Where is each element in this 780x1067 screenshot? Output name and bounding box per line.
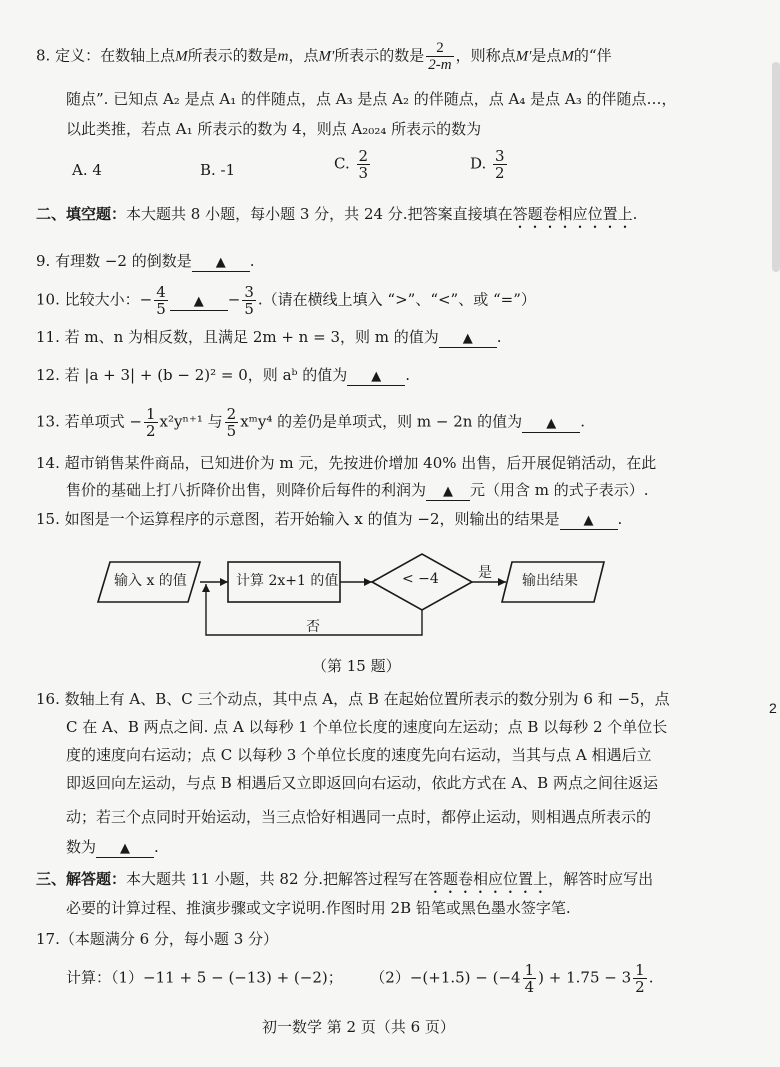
q14-answer-blank[interactable] [426, 482, 470, 501]
q8-choice-d [470, 148, 509, 181]
section2-desc-end: . [632, 205, 638, 223]
q17-part2-mid: ) + 1.75 − 3 [538, 968, 632, 987]
q10-frac2 [242, 284, 256, 317]
q8-number: 8. [36, 46, 51, 65]
q8-choice-d-frac [493, 148, 507, 181]
q10-frac2-num: 3 [244, 283, 254, 301]
q13-end: . [580, 412, 585, 431]
q15 [36, 508, 622, 530]
q8-line2: 随点”. 已知点 A₂ 是点 A₁ 的伴随点，点 A₃ 是点 A₂ 的伴随点，点 A₄ 是点 A₃ 的伴随点…， [66, 90, 677, 108]
q8-choice-c-num: 2 [358, 147, 369, 165]
q16-line6 [66, 836, 159, 858]
q15-end: . [617, 510, 623, 528]
triangle-icon: ▲ [583, 513, 594, 528]
q16-line5: 动；若三个点同时开始运动，当三点恰好相遇同一点时，都停止运动，则相遇点所表示的 [66, 808, 652, 826]
q8-line3: 以此类推，若点 A₁ 所表示的数为 4，则点 A₂₀₂₄ 所表示的数为 [66, 120, 482, 138]
page-footer: 初一数学 第 2 页（共 6 页） [262, 1018, 455, 1036]
q16-line2: C 在 A、B 两点之间. 点 A 以每秒 1 个单位长度的速度向左运动；点 B 以每秒 2 个单位长 [66, 718, 668, 736]
section2-title: 二、填空题： [36, 205, 127, 223]
q10-instruction: .（请在横线上填入 “>”、“<”、或 “=”） [257, 290, 536, 309]
q11-text: 11. 若 m、n 为相反数，且满足 2m + n = 3，则 m 的值为 [36, 328, 439, 346]
q13-frac2-den: 5 [226, 422, 237, 440]
q9-answer-blank[interactable] [192, 253, 250, 272]
section3-line2: 必要的计算过程、推演步骤或文字说明.作图时用 2B 铅笔或黑色墨水签字笔. [66, 899, 571, 917]
flow-compute-label: 计算 2x+1 的值 [236, 573, 339, 589]
section3-desc-b: ，解答时应写出 [548, 870, 654, 888]
q8-choice-d-den: 2 [495, 164, 505, 182]
q17-frac2 [633, 962, 647, 995]
q8-choice-c-den: 3 [358, 164, 369, 182]
flow-yes-label: 是 [478, 565, 492, 581]
q10-answer-blank[interactable] [170, 292, 228, 311]
q13-text-mid2: xᵐy⁴ 的差仍是单项式，则 m − 2n 的值为 [240, 412, 523, 431]
section2-emphasis: 答题卷相应位置上 [512, 205, 633, 223]
triangle-icon: ▲ [120, 841, 131, 856]
q17-frac1-den: 4 [524, 978, 535, 996]
section2-header [36, 203, 637, 232]
q12-answer-blank[interactable] [347, 367, 405, 386]
q17-frac1 [523, 962, 537, 995]
flow-loop-arrowhead [202, 584, 210, 592]
triangle-icon: ▲ [462, 331, 473, 346]
flow-output-label: 输出结果 [522, 573, 578, 589]
q12-text: 12. 若 |a + 3| + (b − 2)² = 0，则 aᵇ 的值为 [36, 366, 348, 384]
q11-end: . [496, 328, 502, 346]
triangle-icon: ▲ [546, 415, 557, 431]
q8-choice-b: B. -1 [200, 161, 236, 179]
q8-text-e: ，则称点 [455, 46, 516, 65]
q9 [36, 250, 255, 272]
q14-text-b: 元（用含 m 的式子表示）. [470, 481, 649, 499]
q8-choice-c-label: C. [334, 154, 350, 173]
q8-choice-d-num: 3 [495, 147, 505, 165]
q8-frac-num: 2 [426, 40, 453, 57]
q13-text-mid1: x²yⁿ⁺¹ 与 [159, 412, 223, 431]
flow-arrowhead-1 [220, 578, 228, 586]
q11-answer-blank[interactable] [439, 329, 497, 348]
q10-frac1-den: 5 [156, 300, 166, 318]
q16-line1: 16. 数轴上有 A、B、C 三个动点，其中点 A，点 B 在起始位置所表示的数分别为 6 和 −5，点 [36, 690, 670, 708]
q8-choice-c-frac [357, 148, 371, 181]
section3-emphasis: 答题卷相应位置上 [428, 870, 549, 888]
triangle-icon: ▲ [215, 255, 226, 270]
q8-text-d: 所表示的数是 [334, 46, 425, 65]
q10 [36, 284, 536, 317]
q17-part1: 计算：（1）−11 + 5 − (−13) + (−2)； [66, 968, 343, 987]
q16-last-text: 数为 [66, 838, 97, 856]
q16-line3: 度的速度向右运动；点 C 以每秒 3 个单位长度的速度先向右运动，当其与点 A 相遇后立 [66, 746, 652, 764]
q9-text: 9. 有理数 −2 的倒数是 [36, 252, 192, 270]
q16-answer-blank[interactable] [96, 839, 154, 858]
flow-condition-label: < −4 [402, 571, 439, 587]
flow-input-label: 输入 x 的值 [114, 573, 187, 589]
q17-frac2-num: 1 [635, 961, 645, 979]
q10-frac2-den: 5 [244, 300, 254, 318]
q15-caption: （第 15 题） [312, 657, 401, 675]
q11 [36, 326, 502, 348]
q8-var-Mprime-2: M′ [515, 48, 532, 65]
q12-end: . [405, 366, 411, 384]
section3-header [36, 868, 653, 897]
q15-answer-blank[interactable] [560, 511, 618, 530]
q8-choice-a: A. 4 [72, 161, 102, 179]
triangle-icon: ▲ [371, 369, 382, 384]
scrollbar[interactable] [772, 62, 780, 272]
q8-var-M-2: M [561, 48, 574, 65]
q8-choice-d-label: D. [470, 154, 487, 173]
section3-desc-a: 本大题共 11 小题，共 82 分.把解答过程写在 [126, 870, 429, 888]
q8-frac-den: 2-m [428, 57, 452, 73]
q8-text-c: ，点 [288, 46, 319, 65]
q17-part2-pre: （2）−(+1.5) − (−4 [370, 968, 521, 987]
flow-no-label: 否 [306, 619, 320, 635]
section3-title: 三、解答题： [36, 870, 127, 888]
q13-answer-blank[interactable] [522, 414, 580, 433]
q13-frac1-den: 2 [145, 422, 156, 440]
q13-frac1 [144, 406, 158, 439]
q14-text-a: 售价的基础上打八折降价出售，则降价后每件的利润为 [66, 481, 427, 499]
side-page-number: 2 [769, 700, 777, 716]
q17-part2-end: . [648, 968, 654, 987]
q8-var-Mprime: M′ [318, 48, 335, 65]
q8-choice-c [334, 148, 372, 181]
q13 [36, 406, 585, 439]
q14-line1: 14. 超市销售某件商品，已知进价为 m 元，先按进价增加 40% 出售，后开展促销活动，在此 [36, 454, 657, 472]
q8-var-M: M [175, 48, 188, 65]
q16-line4: 即返回向左运动，与点 B 相遇后又立即返回向右运动，依此方式在 A、B 两点之间往返运 [66, 774, 658, 792]
q17-calc [66, 962, 654, 995]
triangle-icon: ▲ [443, 484, 454, 499]
q17-header: 17.（本题满分 6 分，每小题 3 分） [36, 930, 279, 948]
flow-arrowhead-3 [498, 578, 506, 586]
section2-desc: 本大题共 8 小题，每小题 3 分，共 24 分.把答案直接填在 [126, 205, 513, 223]
q14-line2 [66, 479, 649, 501]
q17-frac1-num: 1 [524, 961, 535, 979]
q13-text-pre: 13. 若单项式 − [36, 412, 142, 431]
q15-flowchart [0, 540, 780, 650]
q8-text-a: 定义：在数轴上点 [55, 46, 176, 65]
q10-frac1-num: 4 [156, 283, 166, 301]
q8-fraction [426, 40, 453, 73]
triangle-icon: ▲ [193, 293, 204, 309]
q10-frac1 [154, 284, 168, 317]
q16-end: . [154, 838, 159, 856]
q8-line1 [36, 40, 612, 73]
q10-text: 10. 比较大小：− [36, 290, 153, 309]
q10-minus: − [227, 290, 241, 309]
q9-end: . [249, 252, 255, 270]
q8-var-m: m [277, 48, 289, 65]
q13-frac1-num: 1 [145, 405, 156, 423]
q8-text-f: 是点 [531, 46, 562, 65]
q13-frac2 [225, 406, 239, 439]
q13-frac2-num: 2 [226, 405, 237, 423]
q15-text: 15. 如图是一个运算程序的示意图，若开始输入 x 的值为 −2，则输出的结果是 [36, 510, 560, 528]
q12 [36, 364, 410, 386]
q8-text-g: 的“伴 [573, 46, 612, 65]
q8-text-b: 所表示的数是 [187, 46, 278, 65]
q17-frac2-den: 2 [635, 978, 645, 996]
